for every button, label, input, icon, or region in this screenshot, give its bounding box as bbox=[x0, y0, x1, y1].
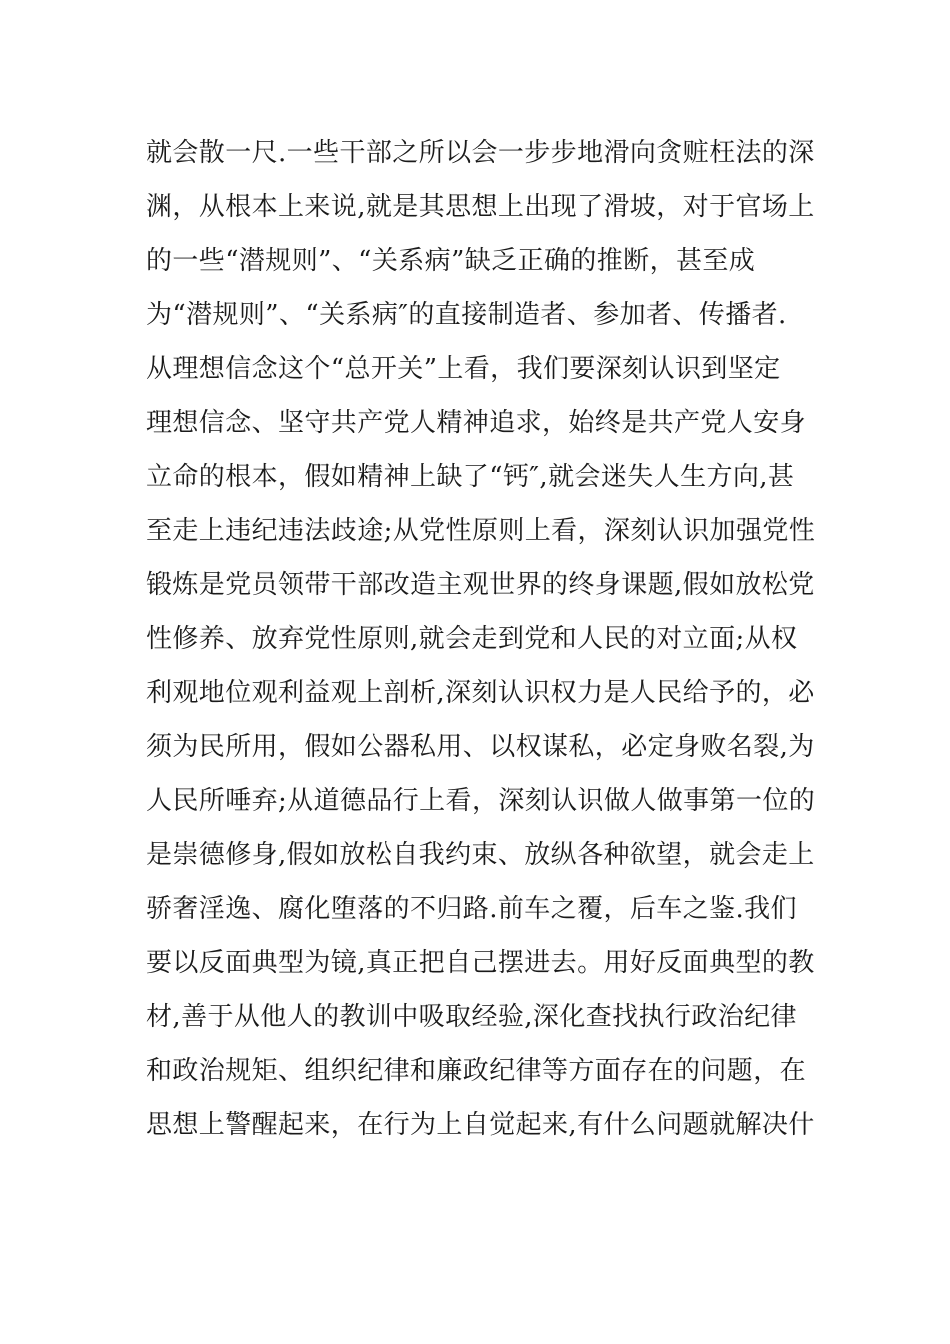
text-line-14: 是崇德修身,假如放松自我约束、放纵各种欲望，就会走上 bbox=[146, 840, 815, 870]
body-text bbox=[146, 131, 816, 1157]
text-line-10: 性修养、放弃党性原则,就会走到党和人民的对立面;从权 bbox=[146, 624, 798, 654]
text-line-16: 要以反面典型为镜,真正把自己摆进去。用好反面典型的教 bbox=[146, 948, 815, 978]
text-line-1: 就会散一尺.一些干部之所以会一步步地滑向贪赃枉法的深 bbox=[146, 138, 815, 168]
text-line-3: 的一些“潜规则”、“关系病”缺乏正确的推断，甚至成 bbox=[146, 246, 756, 276]
text-line-8: 至走上违纪违法歧途;从党性原则上看，深刻认识加强党性 bbox=[146, 516, 816, 546]
text-line-5: 从理想信念这个“总开关”上看，我们要深刻认识到坚定 bbox=[146, 354, 781, 384]
text-line-9: 锻炼是党员领带干部改造主观世界的终身课题,假如放松党 bbox=[146, 570, 815, 600]
text-line-6: 理想信念、坚守共产党人精神追求，始终是共产党人安身 bbox=[146, 408, 807, 438]
text-line-17: 材,善于从他人的教训中吸取经验,深化查找执行政治纪律 bbox=[146, 1002, 797, 1032]
text-line-12: 须为民所用，假如公器私用、以权谋私，必定身败名裂,为 bbox=[146, 732, 815, 762]
text-line-15: 骄奢淫逸、腐化堕落的不归路.前车之覆，后车之鉴.我们 bbox=[146, 894, 797, 924]
text-line-13: 人民所唾弃;从道德品行上看，深刻认识做人做事第一位的 bbox=[146, 786, 816, 816]
text-line-18: 和政治规矩、组织纪律和廉政纪律等方面存在的问题，在 bbox=[146, 1056, 807, 1086]
text-line-2: 渊，从根本上来说,就是其思想上出现了滑坡，对于官场上 bbox=[146, 192, 815, 222]
text-line-7: 立命的根本，假如精神上缺了“钙″,就会迷失人生方向,甚 bbox=[146, 462, 795, 492]
text-line-4: 为“潜规则”、“关系病″的直接制造者、参加者、传播者. bbox=[146, 300, 787, 330]
text-line-19: 思想上警醒起来，在行为上自觉起来,有什么问题就解决什 bbox=[146, 1110, 815, 1140]
text-line-11: 利观地位观利益观上剖析,深刻认识权力是人民给予的，必 bbox=[146, 678, 815, 708]
